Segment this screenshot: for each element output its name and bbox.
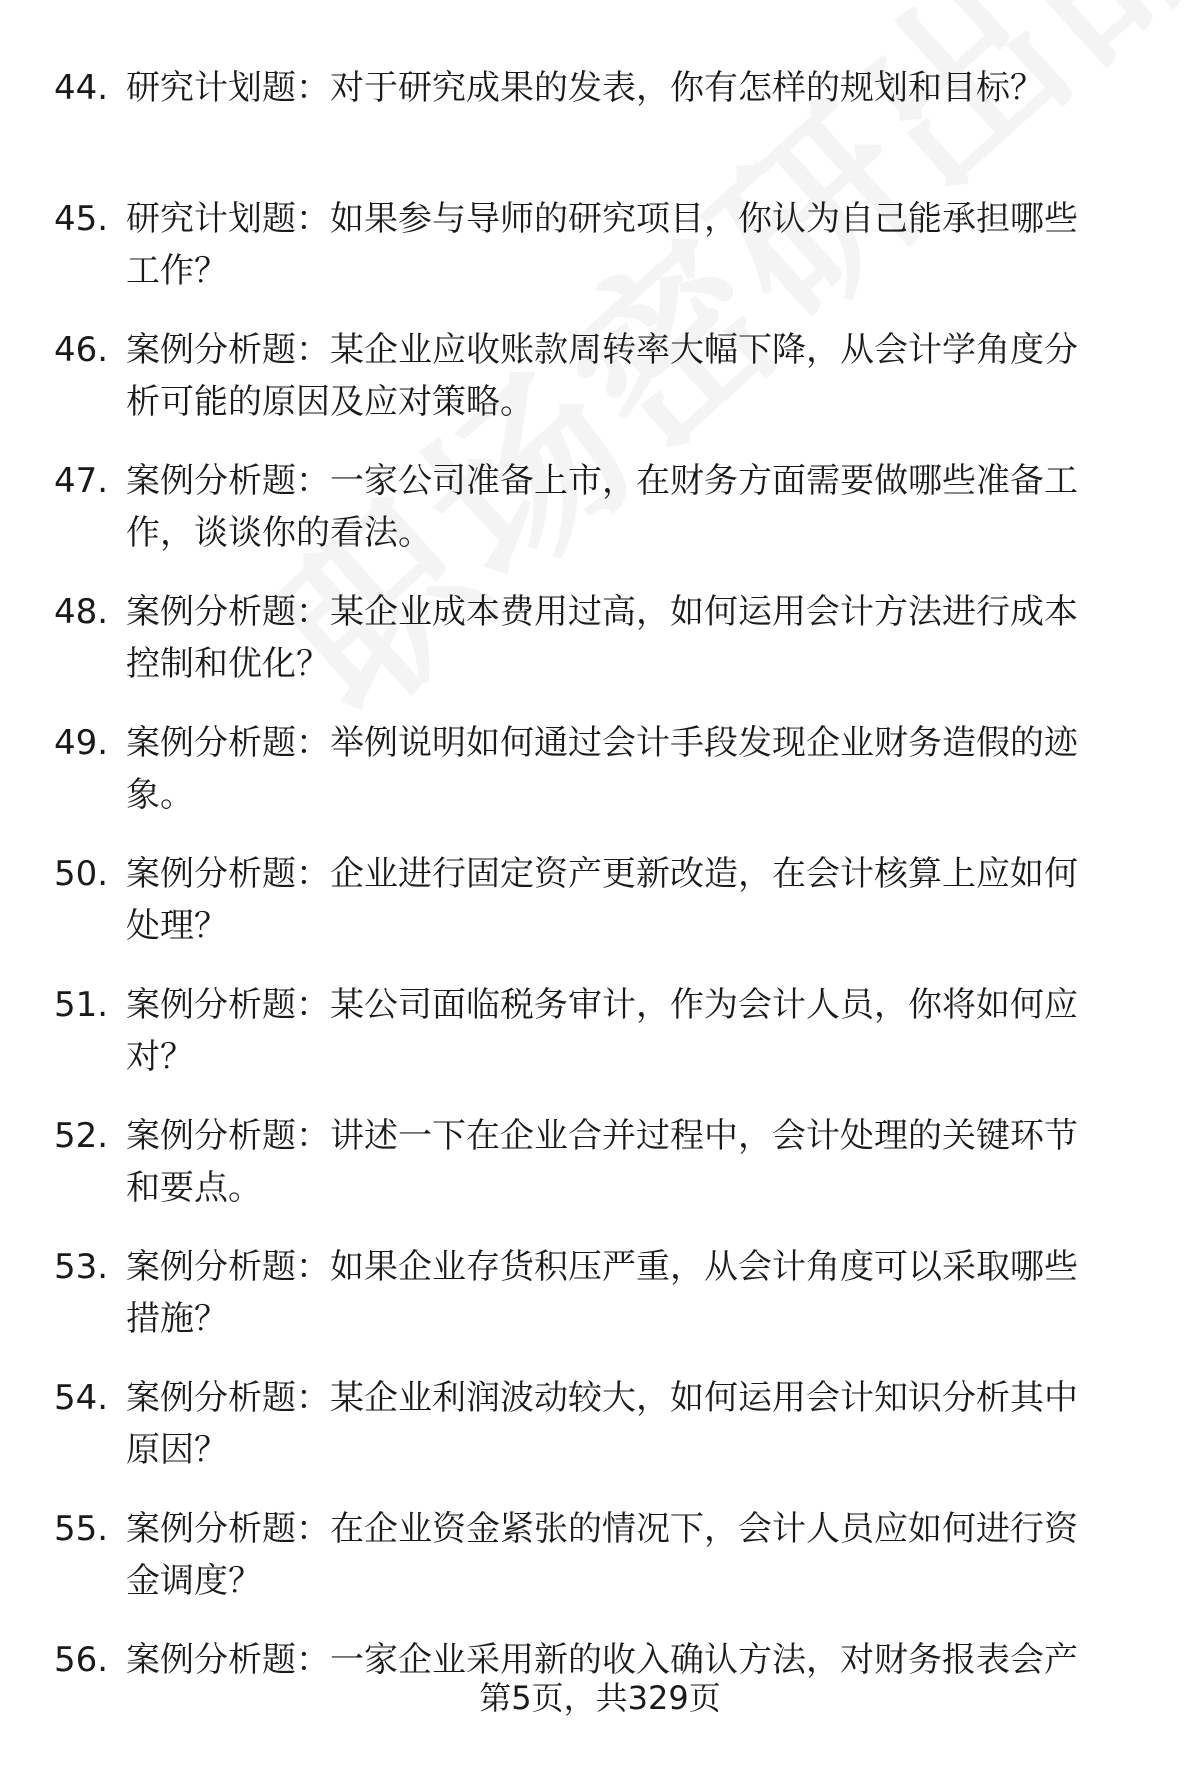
question-number: 47. <box>54 461 109 501</box>
question-item-48 <box>0 586 1200 717</box>
question-number: 53. <box>54 1247 109 1287</box>
question-item-50 <box>0 848 1200 979</box>
question-item-44 <box>0 62 1200 193</box>
question-number: 46. <box>54 330 109 370</box>
question-item-53 <box>0 1241 1200 1372</box>
question-item-45 <box>0 193 1200 324</box>
question-number: 52. <box>54 1116 109 1156</box>
question-number: 49. <box>54 723 109 763</box>
question-number: 51. <box>54 985 109 1025</box>
question-text: 研究计划题：如果参与导师的研究项目，你认为自己能承担哪些 工作？ <box>126 199 1078 291</box>
question-text: 案例分析题：某企业成本费用过高，如何运用会计方法进行成本 控制和优化？ <box>126 592 1078 684</box>
question-number: 50. <box>54 854 109 894</box>
question-number: 48. <box>54 592 109 632</box>
question-text: 案例分析题：如果企业存货积压严重，从会计角度可以采取哪些 措施？ <box>126 1247 1078 1339</box>
question-item-55 <box>0 1503 1200 1634</box>
question-text: 案例分析题：一家公司准备上市，在财务方面需要做哪些准备工 作，谈谈你的看法。 <box>126 461 1078 553</box>
question-text: 案例分析题：一家企业采用新的收入确认方法，对财务报表会产 <box>126 1640 1078 1680</box>
question-item-47 <box>0 455 1200 586</box>
question-number: 44. <box>54 68 109 108</box>
question-item-49 <box>0 717 1200 848</box>
question-list <box>0 62 1200 1765</box>
question-item-54 <box>0 1372 1200 1503</box>
page-number: 第5页，共329页 <box>479 1679 721 1717</box>
question-item-46 <box>0 324 1200 455</box>
question-text: 案例分析题：举例说明如何通过会计手段发现企业财务造假的迹 象。 <box>126 723 1078 815</box>
question-text: 案例分析题：讲述一下在企业合并过程中，会计处理的关键环节 和要点。 <box>126 1116 1078 1208</box>
question-text: 案例分析题：企业进行固定资产更新改造，在会计核算上应如何 处理？ <box>126 854 1078 946</box>
question-text: 案例分析题：在企业资金紧张的情况下，会计人员应如何进行资 金调度？ <box>126 1509 1078 1601</box>
question-item-52 <box>0 1110 1200 1241</box>
question-number: 55. <box>54 1509 109 1549</box>
question-number: 56. <box>54 1640 109 1680</box>
question-number: 45. <box>54 199 109 239</box>
question-text: 案例分析题：某公司面临税务审计，作为会计人员，你将如何应 对？ <box>126 985 1078 1077</box>
question-item-51 <box>0 979 1200 1110</box>
question-text: 研究计划题：对于研究成果的发表，你有怎样的规划和目标？ <box>126 68 1044 108</box>
question-text: 案例分析题：某企业应收账款周转率大幅下降，从会计学角度分 析可能的原因及应对策略。 <box>126 330 1078 422</box>
question-text: 案例分析题：某企业利润波动较大，如何运用会计知识分析其中 原因？ <box>126 1378 1078 1470</box>
question-number: 54. <box>54 1378 109 1418</box>
